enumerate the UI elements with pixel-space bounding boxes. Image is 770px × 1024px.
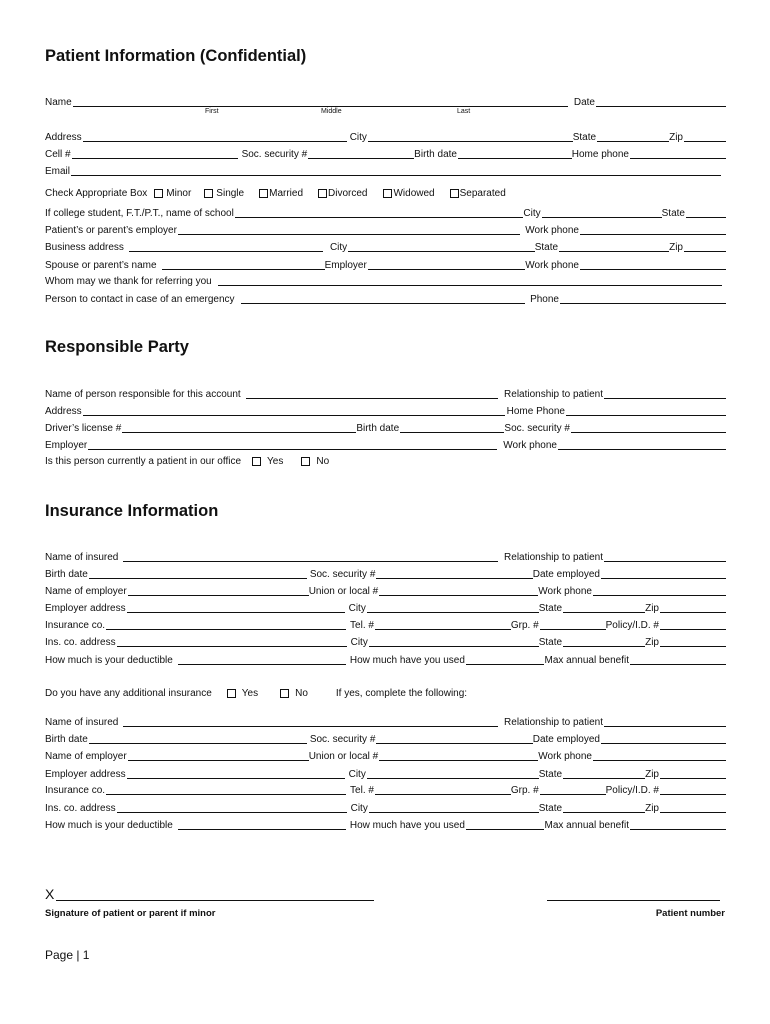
ins-grp-label: Grp. # bbox=[510, 620, 539, 631]
row-ins-deductible bbox=[45, 652, 726, 666]
ins-work-phone-field[interactable] bbox=[593, 595, 726, 596]
employer-field[interactable] bbox=[178, 234, 520, 235]
row-resp-address bbox=[45, 403, 726, 417]
date-label: Date bbox=[573, 97, 595, 108]
ins2-co-city-field[interactable] bbox=[369, 812, 539, 813]
address-label: Address bbox=[45, 132, 82, 143]
checkbox-square[interactable] bbox=[204, 189, 213, 198]
college-field[interactable] bbox=[235, 217, 524, 218]
resp-home-phone-field[interactable] bbox=[566, 415, 726, 416]
emergency-field[interactable] bbox=[241, 303, 526, 304]
row-ins2-emp-address bbox=[45, 766, 726, 780]
ins2-union-label: Union or local # bbox=[308, 751, 379, 762]
ins2-deductible-label: How much is your deductible bbox=[45, 820, 173, 831]
ins2-name-label: Name of insured bbox=[45, 717, 119, 728]
college-state-label: State bbox=[661, 208, 685, 219]
row-ins2-company bbox=[45, 782, 726, 796]
emergency-label: Person to contact in case of an emergency bbox=[45, 294, 235, 305]
resp-employer-label: Employer bbox=[45, 440, 88, 451]
college-label: If college student, F.T./P.T., name of school bbox=[45, 208, 234, 219]
referral-label: Whom may we thank for referring you bbox=[45, 276, 212, 287]
ins2-relationship-field[interactable] bbox=[604, 726, 726, 727]
city-label: City bbox=[349, 132, 367, 143]
ins2-tel-field[interactable] bbox=[375, 794, 511, 795]
signature-x-mark: X bbox=[45, 886, 55, 902]
checkbox-square[interactable] bbox=[280, 689, 289, 698]
biz-city-field[interactable] bbox=[348, 251, 535, 252]
row-resp-name bbox=[45, 386, 726, 400]
ins2-co-address-field[interactable] bbox=[117, 812, 347, 813]
biz-city-label: City bbox=[329, 242, 348, 253]
checkbox-square[interactable] bbox=[450, 189, 459, 198]
ins-work-phone-label: Work phone bbox=[538, 586, 592, 597]
page-number: Page | 1 bbox=[45, 948, 90, 962]
email-label: Email bbox=[45, 166, 71, 177]
first-sublabel: First bbox=[205, 108, 219, 115]
ins-city-field[interactable] bbox=[367, 612, 539, 613]
ins2-co-state-label: State bbox=[538, 803, 563, 814]
college-city-field[interactable] bbox=[542, 217, 662, 218]
row-name bbox=[45, 94, 726, 108]
ins2-company-field[interactable] bbox=[106, 794, 346, 795]
home-phone-label: Home phone bbox=[571, 149, 629, 160]
ins2-company-label: Insurance co. bbox=[45, 785, 106, 796]
row-cell bbox=[45, 146, 726, 160]
ins2-co-zip-label: Zip bbox=[645, 803, 659, 814]
ins2-policy-field[interactable] bbox=[660, 794, 726, 795]
ins-emp-address-field[interactable] bbox=[127, 612, 345, 613]
ins-union-label: Union or local # bbox=[308, 586, 379, 597]
referral-field[interactable] bbox=[218, 285, 722, 286]
additional-insurance-label: Do you have any additional insurance bbox=[45, 687, 212, 699]
ins2-co-city-label: City bbox=[350, 803, 368, 814]
row-resp-employer bbox=[45, 437, 726, 451]
row-ins2-co-address bbox=[45, 800, 726, 814]
ins2-grp-label: Grp. # bbox=[510, 785, 539, 796]
biz-state-label: State bbox=[534, 242, 559, 253]
emergency-phone-field[interactable] bbox=[560, 303, 726, 304]
ins-deductible-field[interactable] bbox=[178, 664, 346, 665]
ins2-emp-address-field[interactable] bbox=[127, 778, 345, 779]
ins2-zip-field[interactable] bbox=[660, 778, 726, 779]
patient-number-field[interactable] bbox=[547, 900, 720, 901]
ins2-ssn-field[interactable] bbox=[376, 743, 532, 744]
ins-policy-field[interactable] bbox=[660, 629, 726, 630]
ins-relationship-field[interactable] bbox=[604, 561, 726, 562]
signature-field[interactable] bbox=[56, 900, 374, 901]
ins2-ssn-label: Soc. security # bbox=[309, 734, 376, 745]
ins-birthdate-label: Birth date bbox=[45, 569, 88, 580]
college-state-field[interactable] bbox=[686, 217, 726, 218]
yes-label: Yes bbox=[267, 455, 284, 467]
ins2-date-employed-label: Date employed bbox=[532, 734, 600, 745]
ssn-label: Soc. security # bbox=[241, 149, 308, 160]
row-spouse bbox=[45, 257, 726, 271]
checkbox-label: Divorced bbox=[328, 187, 368, 199]
patient-number-label: Patient number bbox=[655, 908, 725, 919]
ins-date-employed-label: Date employed bbox=[532, 569, 600, 580]
page-title: Patient Information (Confidential) bbox=[45, 47, 307, 65]
row-email bbox=[45, 163, 721, 177]
checkbox-divorced[interactable] bbox=[318, 188, 367, 199]
checkbox-square[interactable] bbox=[383, 189, 392, 198]
resp-name-label: Name of person responsible for this account bbox=[45, 389, 241, 400]
ins-state-label: State bbox=[538, 603, 563, 614]
ins-state-field[interactable] bbox=[563, 612, 645, 613]
checkbox-label: Minor bbox=[166, 187, 192, 199]
checkbox-label: Widowed bbox=[393, 187, 435, 199]
ins-used-field[interactable] bbox=[466, 664, 545, 665]
zip-label: Zip bbox=[669, 132, 683, 143]
additional-no-option[interactable] bbox=[280, 688, 308, 699]
row-referral bbox=[45, 273, 722, 287]
resp-yes-option[interactable] bbox=[252, 456, 283, 467]
resp-name-field[interactable] bbox=[246, 398, 498, 399]
row-emergency bbox=[45, 291, 726, 305]
ins-employer-field[interactable] bbox=[128, 595, 309, 596]
resp-address-label: Address bbox=[45, 406, 82, 417]
row-business bbox=[45, 239, 726, 253]
ins2-used-field[interactable] bbox=[466, 829, 545, 830]
responsible-heading: Responsible Party bbox=[45, 338, 189, 356]
resp-work-phone-field[interactable] bbox=[558, 449, 726, 450]
resp-address-field[interactable] bbox=[83, 415, 505, 416]
ins-used-label: How much have you used bbox=[349, 655, 465, 666]
ins2-state-field[interactable] bbox=[563, 778, 645, 779]
ins2-city-field[interactable] bbox=[367, 778, 539, 779]
marital-status-row bbox=[45, 186, 506, 200]
resp-license-field[interactable] bbox=[122, 432, 356, 433]
cell-field[interactable] bbox=[72, 158, 238, 159]
check-box-label: Check Appropriate Box bbox=[45, 187, 148, 199]
biz-zip-field[interactable] bbox=[684, 251, 726, 252]
last-sublabel: Last bbox=[457, 108, 471, 115]
ins-co-state-label: State bbox=[538, 637, 563, 648]
ins-name-label: Name of insured bbox=[45, 552, 119, 563]
ins2-union-field[interactable] bbox=[379, 760, 538, 761]
spouse-label: Spouse or parent’s name bbox=[45, 260, 157, 271]
row-ins-birth bbox=[45, 566, 726, 580]
checkbox-square[interactable] bbox=[301, 457, 310, 466]
birthdate-field[interactable] bbox=[458, 158, 572, 159]
zip-field[interactable] bbox=[684, 141, 726, 142]
spouse-work-phone-label: Work phone bbox=[525, 260, 579, 271]
row-ins-co-address bbox=[45, 634, 726, 648]
ins2-deductible-field[interactable] bbox=[178, 829, 346, 830]
ins2-employer-field[interactable] bbox=[128, 760, 309, 761]
ins-co-city-field[interactable] bbox=[369, 646, 539, 647]
biz-zip-label: Zip bbox=[669, 242, 683, 253]
ins-co-city-label: City bbox=[350, 637, 368, 648]
name-field[interactable] bbox=[73, 106, 568, 107]
emergency-phone-label: Phone bbox=[530, 294, 559, 305]
ins2-co-zip-field[interactable] bbox=[660, 812, 726, 813]
ins-co-address-label: Ins. co. address bbox=[45, 637, 116, 648]
resp-employer-field[interactable] bbox=[88, 449, 497, 450]
row-resp-license bbox=[45, 420, 726, 434]
resp-no-option[interactable] bbox=[301, 456, 329, 467]
ins-birthdate-field[interactable] bbox=[89, 578, 307, 579]
additional-insurance-row bbox=[45, 686, 467, 700]
address-field[interactable] bbox=[83, 141, 347, 142]
employer-label: Patient’s or parent’s employer bbox=[45, 225, 177, 236]
spouse-employer-label: Employer bbox=[324, 260, 367, 271]
checkbox-separated[interactable] bbox=[450, 188, 506, 199]
ins2-state-label: State bbox=[538, 769, 563, 780]
spouse-field[interactable] bbox=[162, 269, 325, 270]
biz-state-field[interactable] bbox=[559, 251, 669, 252]
spouse-work-phone-field[interactable] bbox=[580, 269, 726, 270]
ins2-max-benefit-label: Max annual benefit bbox=[544, 820, 629, 831]
checkbox-married[interactable] bbox=[259, 188, 303, 199]
checkbox-minor[interactable] bbox=[154, 188, 191, 199]
resp-ssn-field[interactable] bbox=[571, 432, 726, 433]
checkbox-square[interactable] bbox=[227, 689, 236, 698]
ins-company-field[interactable] bbox=[106, 629, 346, 630]
ins-emp-address-label: Employer address bbox=[45, 603, 126, 614]
row-ins-emp-address bbox=[45, 600, 726, 614]
signature-label: Signature of patient or parent if minor bbox=[45, 908, 216, 919]
home-phone-field[interactable] bbox=[630, 158, 726, 159]
ins-max-benefit-label: Max annual benefit bbox=[544, 655, 629, 666]
ins2-birthdate-field[interactable] bbox=[89, 743, 307, 744]
ins-date-employed-field[interactable] bbox=[601, 578, 726, 579]
name-label: Name bbox=[45, 97, 72, 108]
cell-label: Cell # bbox=[45, 149, 71, 160]
checkbox-label: Single bbox=[216, 187, 245, 199]
yes-label: Yes bbox=[241, 687, 259, 699]
college-city-label: City bbox=[523, 208, 541, 219]
ins-co-zip-label: Zip bbox=[645, 637, 659, 648]
row-ins2-birth bbox=[45, 731, 726, 745]
no-label: No bbox=[316, 455, 330, 467]
spouse-employer-field[interactable] bbox=[368, 269, 525, 270]
ins-policy-label: Policy/I.D. # bbox=[605, 620, 659, 631]
row-college bbox=[45, 205, 726, 219]
ins-deductible-label: How much is your deductible bbox=[45, 655, 173, 666]
ins2-name-field[interactable] bbox=[123, 726, 498, 727]
state-field[interactable] bbox=[597, 141, 669, 142]
ins2-work-phone-field[interactable] bbox=[593, 760, 726, 761]
ins2-max-benefit-field[interactable] bbox=[630, 829, 726, 830]
resp-work-phone-label: Work phone bbox=[503, 440, 557, 451]
ins2-work-phone-label: Work phone bbox=[538, 751, 592, 762]
ins2-used-label: How much have you used bbox=[349, 820, 465, 831]
work-phone-label: Work phone bbox=[525, 225, 579, 236]
checkbox-square[interactable] bbox=[259, 189, 268, 198]
ins2-relationship-label: Relationship to patient bbox=[504, 717, 603, 728]
ins-ssn-label: Soc. security # bbox=[309, 569, 376, 580]
ins2-employer-label: Name of employer bbox=[45, 751, 127, 762]
checkbox-square[interactable] bbox=[252, 457, 261, 466]
ins2-emp-address-label: Employer address bbox=[45, 769, 126, 780]
ins2-zip-label: Zip bbox=[645, 769, 659, 780]
checkbox-square[interactable] bbox=[154, 189, 163, 198]
row-address bbox=[45, 129, 726, 143]
ins-tel-label: Tel. # bbox=[350, 620, 374, 631]
resp-is-patient-row bbox=[45, 454, 329, 468]
checkbox-square[interactable] bbox=[318, 189, 327, 198]
business-address-field[interactable] bbox=[129, 251, 323, 252]
row-ins-company bbox=[45, 617, 726, 631]
ssn-field[interactable] bbox=[308, 158, 414, 159]
checkbox-label: Married bbox=[269, 187, 304, 199]
ins-tel-field[interactable] bbox=[375, 629, 511, 630]
ins2-co-address-label: Ins. co. address bbox=[45, 803, 116, 814]
business-address-label: Business address bbox=[45, 242, 124, 253]
additional-yes-option[interactable] bbox=[227, 688, 258, 699]
ins-relationship-label: Relationship to patient bbox=[504, 552, 603, 563]
ins2-policy-label: Policy/I.D. # bbox=[605, 785, 659, 796]
ins-co-address-field[interactable] bbox=[117, 646, 347, 647]
if-yes-label: If yes, complete the following: bbox=[335, 687, 468, 699]
resp-ssn-label: Soc. security # bbox=[504, 423, 570, 434]
ins-zip-field[interactable] bbox=[660, 612, 726, 613]
ins-grp-field[interactable] bbox=[540, 629, 606, 630]
ins-max-benefit-field[interactable] bbox=[630, 664, 726, 665]
city-field[interactable] bbox=[368, 141, 573, 142]
checkbox-widowed[interactable] bbox=[383, 188, 434, 199]
birthdate-label: Birth date bbox=[414, 149, 457, 160]
ins-co-state-field[interactable] bbox=[563, 646, 645, 647]
ins-co-zip-field[interactable] bbox=[660, 646, 726, 647]
row-employer bbox=[45, 222, 726, 236]
date-field[interactable] bbox=[596, 106, 726, 107]
ins2-co-state-field[interactable] bbox=[563, 812, 645, 813]
ins2-birthdate-label: Birth date bbox=[45, 734, 88, 745]
ins-city-label: City bbox=[348, 603, 366, 614]
ins2-grp-field[interactable] bbox=[540, 794, 606, 795]
ins-name-field[interactable] bbox=[123, 561, 498, 562]
state-label: State bbox=[572, 132, 597, 143]
resp-relationship-label: Relationship to patient bbox=[504, 389, 603, 400]
row-ins-name bbox=[45, 549, 726, 563]
ins-company-label: Insurance co. bbox=[45, 620, 106, 631]
resp-birthdate-field[interactable] bbox=[400, 432, 504, 433]
resp-license-label: Driver’s license # bbox=[45, 423, 122, 434]
middle-sublabel: Middle bbox=[321, 108, 342, 115]
checkbox-label: Separated bbox=[459, 187, 506, 199]
resp-is-patient-label: Is this person currently a patient in our office bbox=[45, 455, 242, 467]
ins-employer-label: Name of employer bbox=[45, 586, 127, 597]
row-ins-employer bbox=[45, 583, 726, 597]
ins-zip-label: Zip bbox=[645, 603, 659, 614]
checkbox-single[interactable] bbox=[204, 188, 244, 199]
email-field[interactable] bbox=[71, 175, 721, 176]
row-ins2-deductible bbox=[45, 817, 726, 831]
work-phone-field[interactable] bbox=[580, 234, 726, 235]
ins2-city-label: City bbox=[348, 769, 366, 780]
resp-relationship-field[interactable] bbox=[604, 398, 726, 399]
row-ins2-employer bbox=[45, 748, 726, 762]
ins2-tel-label: Tel. # bbox=[350, 785, 374, 796]
insurance-heading: Insurance Information bbox=[45, 502, 219, 520]
resp-birthdate-label: Birth date bbox=[356, 423, 400, 434]
ins-ssn-field[interactable] bbox=[376, 578, 532, 579]
no-label: No bbox=[295, 687, 308, 699]
ins2-date-employed-field[interactable] bbox=[601, 743, 726, 744]
row-ins2-name bbox=[45, 714, 726, 728]
resp-home-phone-label: Home Phone bbox=[506, 406, 565, 417]
ins-union-field[interactable] bbox=[379, 595, 538, 596]
